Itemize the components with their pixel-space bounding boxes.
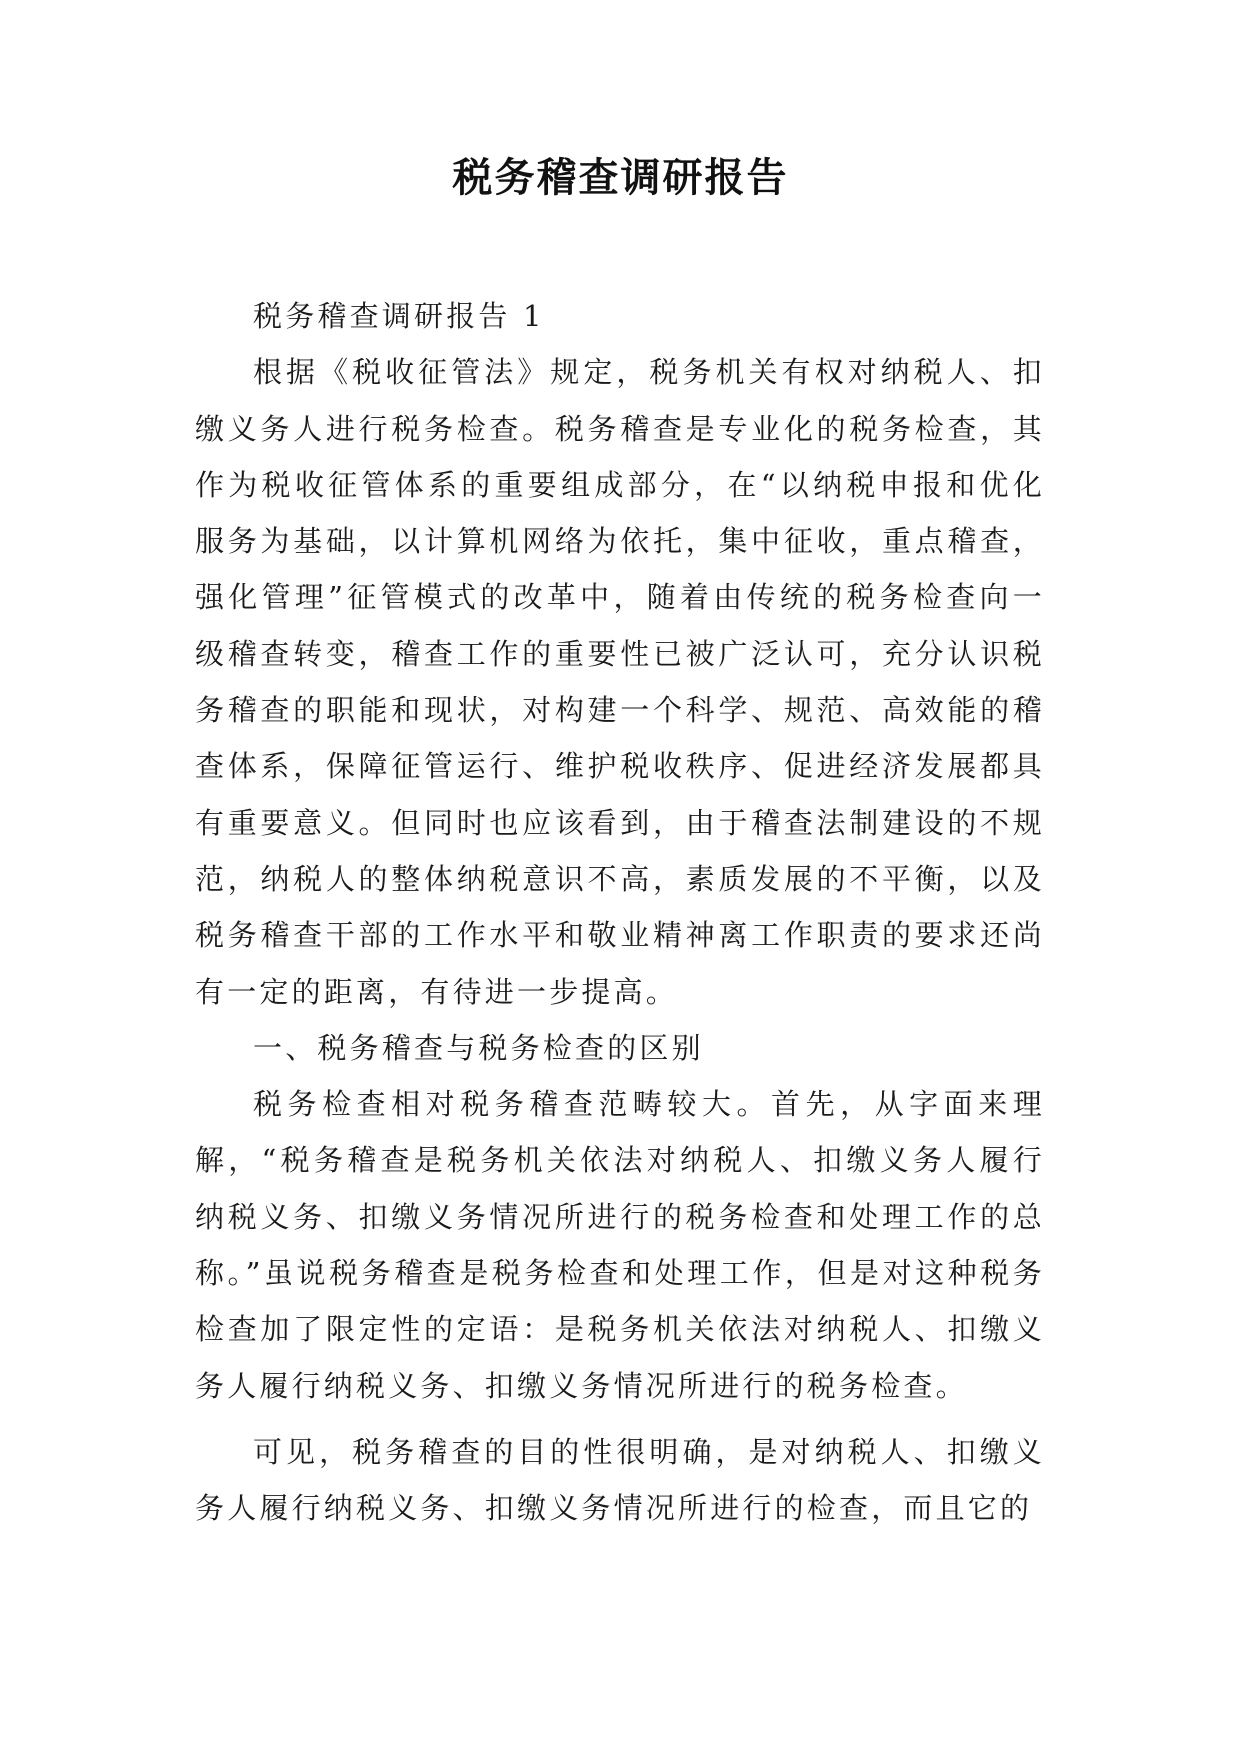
paragraph-difference: 税务检查相对税务稽查范畴较大。首先，从字面来理解，“税务稽查是税务机关依法对纳税人、扣缴义务人履行纳税义务、扣缴义务情况所进行的税务检查和处理工作的总称。”虽说税务稽查是税务检查和处理工作，但是对这种税务检查加了限定性的定语：是税务机关依法对纳税人、扣缴义务人履行纳税义务、扣缴义务情况所进行的税务检查。 — [195, 1087, 1045, 1403]
report-subheading: 税务稽查调研报告 1 — [253, 299, 545, 333]
paragraph-purpose: 可见，税务稽查的目的性很明确，是对纳税人、扣缴义务人履行纳税义务、扣缴义务情况所进行的检查，而且它的 — [195, 1434, 1045, 1526]
document-title: 税务稽查调研报告 — [452, 154, 789, 201]
paragraph-intro: 根据《税收征管法》规定，税务机关有权对纳税人、扣缴义务人进行税务检查。税务稽查是专业化的税务检查，其作为税收征管体系的重要组成部分，在“以纳税申报和优化服务为基础，以计算机网络为依托，集中征收，重点稽查，强化管理”征管模式的改革中，随着由传统的税务检查向一级稽查转变，稽查工作的重要性已被广泛认可，充分认识税务稽查的职能和现状，对构建一个科学、规范、高效能的稽查体系，保障征管运行、维护税收秩序、促进经济发展都具有重要意义。但同时也应该看到，由于稽查法制建设的不规范，纳税人的整体纳税意识不高，素质发展的不平衡，以及税务稽查干部的工作水平和敬业精神离工作职责的要求还尚有一定的距离，有待进一步提高。 — [195, 355, 1045, 1009]
document-body — [195, 288, 1045, 1537]
section-heading-1: 一、税务稽查与税务检查的区别 — [253, 1030, 704, 1065]
